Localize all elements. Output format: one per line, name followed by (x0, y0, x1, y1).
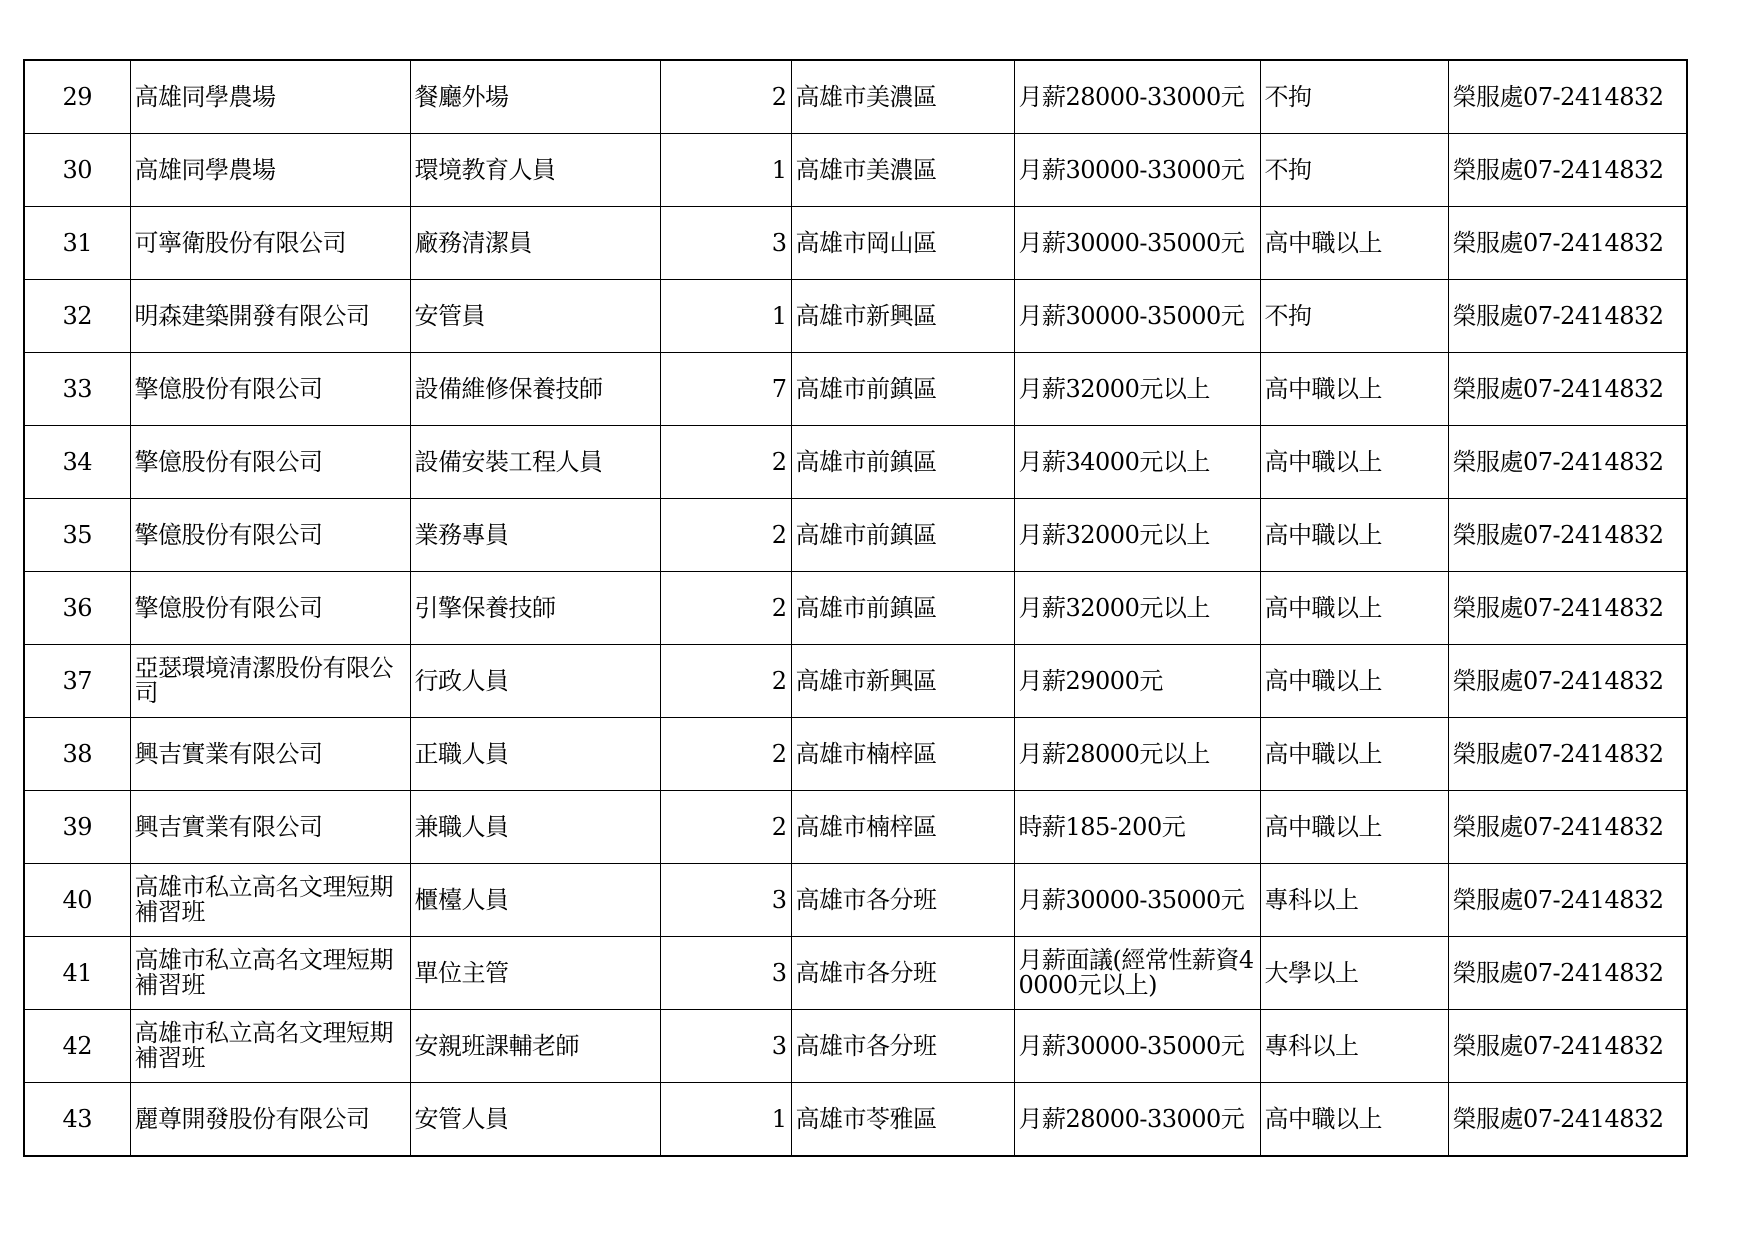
company-name: 擎億股份有限公司 (130, 499, 410, 572)
work-location: 高雄市各分班 (791, 1010, 1014, 1083)
work-location: 高雄市美濃區 (791, 60, 1014, 134)
opening-count: 3 (660, 207, 791, 280)
salary: 月薪32000元以上 (1014, 572, 1260, 645)
opening-count: 2 (660, 572, 791, 645)
salary: 月薪32000元以上 (1014, 353, 1260, 426)
opening-count: 2 (660, 791, 791, 864)
work-location: 高雄市前鎮區 (791, 353, 1014, 426)
work-location: 高雄市各分班 (791, 864, 1014, 937)
job-title: 環境教育人員 (410, 134, 660, 207)
salary: 時薪185-200元 (1014, 791, 1260, 864)
table-row (24, 207, 1687, 280)
contact-info: 榮服處07-2414832 (1448, 353, 1687, 426)
row-number: 36 (24, 572, 130, 645)
contact-info: 榮服處07-2414832 (1448, 864, 1687, 937)
company-name: 高雄市私立高名文理短期補習班 (130, 1010, 410, 1083)
job-title: 安親班課輔老師 (410, 1010, 660, 1083)
table-row (24, 572, 1687, 645)
table-row (24, 864, 1687, 937)
salary: 月薪面議(經常性薪資40000元以上) (1014, 937, 1260, 1010)
job-listing-sheet (23, 59, 1688, 1157)
table-row (24, 1010, 1687, 1083)
contact-info: 榮服處07-2414832 (1448, 1010, 1687, 1083)
salary: 月薪32000元以上 (1014, 499, 1260, 572)
education-requirement: 不拘 (1260, 134, 1448, 207)
row-number: 43 (24, 1083, 130, 1157)
row-number: 38 (24, 718, 130, 791)
opening-count: 3 (660, 1010, 791, 1083)
company-name: 可寧衛股份有限公司 (130, 207, 410, 280)
work-location: 高雄市楠梓區 (791, 791, 1014, 864)
company-name: 興吉實業有限公司 (130, 791, 410, 864)
job-title: 行政人員 (410, 645, 660, 718)
contact-info: 榮服處07-2414832 (1448, 937, 1687, 1010)
contact-info: 榮服處07-2414832 (1448, 426, 1687, 499)
table-row (24, 60, 1687, 134)
education-requirement: 專科以上 (1260, 864, 1448, 937)
salary: 月薪28000-33000元 (1014, 60, 1260, 134)
row-number: 35 (24, 499, 130, 572)
work-location: 高雄市新興區 (791, 645, 1014, 718)
opening-count: 2 (660, 718, 791, 791)
education-requirement: 專科以上 (1260, 1010, 1448, 1083)
company-name: 擎億股份有限公司 (130, 353, 410, 426)
job-title: 正職人員 (410, 718, 660, 791)
salary: 月薪30000-35000元 (1014, 280, 1260, 353)
contact-info: 榮服處07-2414832 (1448, 60, 1687, 134)
opening-count: 1 (660, 280, 791, 353)
education-requirement: 高中職以上 (1260, 207, 1448, 280)
company-name: 高雄市私立高名文理短期補習班 (130, 937, 410, 1010)
contact-info: 榮服處07-2414832 (1448, 572, 1687, 645)
row-number: 32 (24, 280, 130, 353)
opening-count: 7 (660, 353, 791, 426)
education-requirement: 高中職以上 (1260, 645, 1448, 718)
work-location: 高雄市各分班 (791, 937, 1014, 1010)
job-title: 兼職人員 (410, 791, 660, 864)
job-listing-table (23, 59, 1688, 1157)
table-row (24, 718, 1687, 791)
table-row (24, 791, 1687, 864)
row-number: 39 (24, 791, 130, 864)
contact-info: 榮服處07-2414832 (1448, 280, 1687, 353)
company-name: 高雄同學農場 (130, 60, 410, 134)
opening-count: 2 (660, 60, 791, 134)
education-requirement: 高中職以上 (1260, 353, 1448, 426)
work-location: 高雄市前鎮區 (791, 426, 1014, 499)
salary: 月薪28000-33000元 (1014, 1083, 1260, 1157)
contact-info: 榮服處07-2414832 (1448, 134, 1687, 207)
contact-info: 榮服處07-2414832 (1448, 645, 1687, 718)
job-title: 餐廳外場 (410, 60, 660, 134)
job-listing-body (24, 60, 1687, 1156)
opening-count: 2 (660, 645, 791, 718)
row-number: 30 (24, 134, 130, 207)
company-name: 高雄同學農場 (130, 134, 410, 207)
education-requirement: 不拘 (1260, 60, 1448, 134)
row-number: 34 (24, 426, 130, 499)
work-location: 高雄市美濃區 (791, 134, 1014, 207)
contact-info: 榮服處07-2414832 (1448, 791, 1687, 864)
company-name: 明森建築開發有限公司 (130, 280, 410, 353)
education-requirement: 高中職以上 (1260, 426, 1448, 499)
job-title: 業務專員 (410, 499, 660, 572)
education-requirement: 高中職以上 (1260, 1083, 1448, 1157)
company-name: 麗尊開發股份有限公司 (130, 1083, 410, 1157)
company-name: 亞瑟環境清潔股份有限公司 (130, 645, 410, 718)
work-location: 高雄市前鎮區 (791, 572, 1014, 645)
salary: 月薪30000-35000元 (1014, 1010, 1260, 1083)
salary: 月薪30000-33000元 (1014, 134, 1260, 207)
opening-count: 3 (660, 864, 791, 937)
row-number: 42 (24, 1010, 130, 1083)
opening-count: 2 (660, 426, 791, 499)
table-row (24, 499, 1687, 572)
job-title: 引擎保養技師 (410, 572, 660, 645)
table-row (24, 645, 1687, 718)
job-title: 單位主管 (410, 937, 660, 1010)
education-requirement: 高中職以上 (1260, 499, 1448, 572)
education-requirement: 不拘 (1260, 280, 1448, 353)
table-row (24, 426, 1687, 499)
work-location: 高雄市苓雅區 (791, 1083, 1014, 1157)
table-row (24, 937, 1687, 1010)
row-number: 41 (24, 937, 130, 1010)
company-name: 擎億股份有限公司 (130, 426, 410, 499)
work-location: 高雄市前鎮區 (791, 499, 1014, 572)
education-requirement: 高中職以上 (1260, 718, 1448, 791)
table-row (24, 353, 1687, 426)
company-name: 擎億股份有限公司 (130, 572, 410, 645)
contact-info: 榮服處07-2414832 (1448, 207, 1687, 280)
table-row (24, 134, 1687, 207)
row-number: 40 (24, 864, 130, 937)
row-number: 29 (24, 60, 130, 134)
salary: 月薪30000-35000元 (1014, 864, 1260, 937)
work-location: 高雄市新興區 (791, 280, 1014, 353)
company-name: 興吉實業有限公司 (130, 718, 410, 791)
opening-count: 1 (660, 134, 791, 207)
contact-info: 榮服處07-2414832 (1448, 1083, 1687, 1157)
job-title: 安管員 (410, 280, 660, 353)
job-title: 櫃檯人員 (410, 864, 660, 937)
salary: 月薪29000元 (1014, 645, 1260, 718)
row-number: 37 (24, 645, 130, 718)
table-row (24, 1083, 1687, 1157)
job-title: 設備維修保養技師 (410, 353, 660, 426)
job-title: 廠務清潔員 (410, 207, 660, 280)
contact-info: 榮服處07-2414832 (1448, 718, 1687, 791)
row-number: 33 (24, 353, 130, 426)
education-requirement: 高中職以上 (1260, 572, 1448, 645)
company-name: 高雄市私立高名文理短期補習班 (130, 864, 410, 937)
opening-count: 3 (660, 937, 791, 1010)
education-requirement: 高中職以上 (1260, 791, 1448, 864)
contact-info: 榮服處07-2414832 (1448, 499, 1687, 572)
table-row (24, 280, 1687, 353)
opening-count: 1 (660, 1083, 791, 1157)
work-location: 高雄市岡山區 (791, 207, 1014, 280)
salary: 月薪28000元以上 (1014, 718, 1260, 791)
work-location: 高雄市楠梓區 (791, 718, 1014, 791)
salary: 月薪34000元以上 (1014, 426, 1260, 499)
job-title: 安管人員 (410, 1083, 660, 1157)
job-title: 設備安裝工程人員 (410, 426, 660, 499)
education-requirement: 大學以上 (1260, 937, 1448, 1010)
row-number: 31 (24, 207, 130, 280)
salary: 月薪30000-35000元 (1014, 207, 1260, 280)
opening-count: 2 (660, 499, 791, 572)
